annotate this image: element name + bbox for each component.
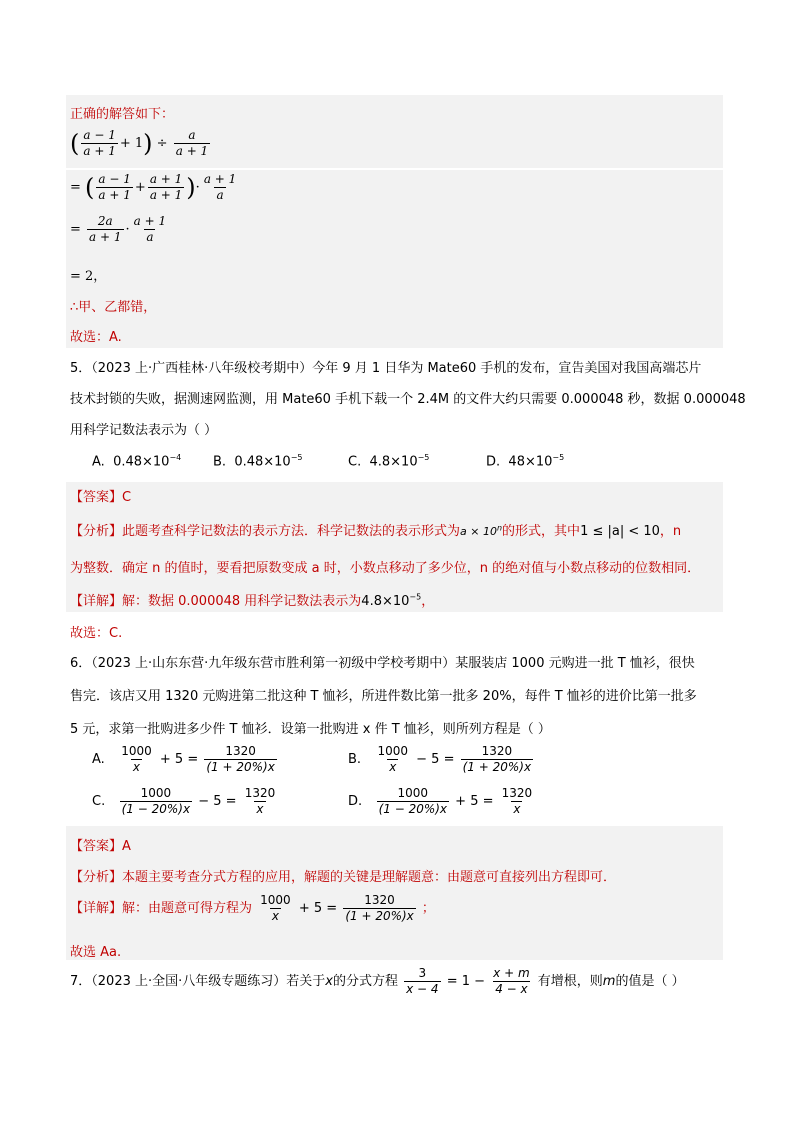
q6-stem-line-1: 6．（2023 上·山东东营·九年级东营市胜利第一初级中学校考期中）某服装店 1000 元购进一批 T 恤衫，很快 <box>70 656 695 671</box>
solution-answer: 故选：A. <box>70 330 122 345</box>
q6-option-a: A. $\frac{1000}{x}$ + 5 = $\frac{1320}{(1 + 20\%)x}$ <box>92 744 275 774</box>
q5-detail: 【详解】解：数据 0.000048 用科学记数法表示为$4.8\times 10^{-5}$， <box>70 592 435 609</box>
q6-analysis: 【分析】本题主要考查分式方程的应用，解题的关键是理解题意：由题意可直接列出方程即可． <box>70 870 617 885</box>
q5-stem-line-1: 5．（2023 上·广西桂林·八年级校考期中）今年 9 月 1 日华为 Mate60 手机的发布，宣告美国对我国高端芯片 <box>70 361 702 376</box>
solution-step-2: = ( $\frac{a - 1}{a + 1}$ + $\frac{a + 1}{a + 1}$ )· $\frac{a + 1}{a}$ <box>70 172 237 202</box>
q5-option-c: C. $4.8\times 10^{-5}$ <box>348 453 430 470</box>
q6-option-c: C. $\frac{1000}{(1 - 20\%)x}$ − 5 = $\frac{1320}{x}$ <box>92 786 276 816</box>
solution-conclusion: ∴甲、乙都错， <box>70 300 157 315</box>
q6-option-d: D. $\frac{1000}{(1 - 20\%)x}$ + 5 = $\frac{1320}{x}$ <box>348 786 533 816</box>
q5-analysis-line-1: 【分析】此题考查科学记数法的表示方法．科学记数法的表示形式为$a \times 10^n$的形式，其中1 ≤ |a| < 10，n <box>70 523 682 539</box>
q5-option-a: A. $0.48\times 10^{-4}$ <box>92 453 182 470</box>
solution-result: = 2， <box>70 269 107 284</box>
q6-option-b: B. $\frac{1000}{x}$ − 5 = $\frac{1320}{(1 + 20\%)x}$ <box>348 744 532 774</box>
q6-stem-line-3: 5 元，求第一批购进多少件 T 恤衫．设第一批购进 x 件 T 恤衫，则所列方程是（ ） <box>70 722 551 737</box>
q5-option-b: B. $0.48\times 10^{-5}$ <box>213 453 303 470</box>
solution-step-1: ( $\frac{a - 1}{a + 1}$ + 1) ÷ $\frac{a}{a + 1}$ <box>70 128 209 158</box>
q6-choose: 故选 Aa. <box>70 945 122 960</box>
q5-option-d: D. $48\times 10^{-5}$ <box>486 453 565 470</box>
q6-stem-line-2: 售完．该店又用 1320 元购进第二批这种 T 恤衫，所进件数比第一批多 20%，每件 T 恤衫的进价比第一批多 <box>70 689 697 704</box>
q7-stem: 7．（2023 上·全国·八年级专题练习）若关于x的分式方程 $\frac{3}{x - 4}$ = 1 − $\frac{x + m}{4 - x}$ 有增根，则m的值是（ ） <box>70 966 685 996</box>
solution-step-3: = $\frac{2a}{a + 1}$ · $\frac{a + 1}{a}$ <box>70 214 167 244</box>
q5-analysis-line-2: 为整数．确定 n 的值时，要看把原数变成 a 时，小数点移动了多少位，n 的绝对值与小数点移动的位数相同． <box>70 561 701 576</box>
q5-stem-line-3: 用科学记数法表示为（ ） <box>70 423 218 438</box>
q5-answer: 【答案】C <box>70 490 132 505</box>
q5-stem-line-2: 技术封锁的失败，据测速网监测，用 Mate60 手机下载一个 2.4M 的文件大约只需要 0.000048 秒，数据 0.000048 <box>70 392 746 407</box>
solution-intro: 正确的解答如下： <box>70 107 175 122</box>
q6-answer: 【答案】A <box>70 839 131 854</box>
q6-detail: 【详解】解：由题意可得方程为 $\frac{1000}{x}$ + 5 = $\frac{1320}{(1 + 20\%)x}$ ； <box>70 893 435 923</box>
q5-choose: 故选：C. <box>70 626 123 641</box>
